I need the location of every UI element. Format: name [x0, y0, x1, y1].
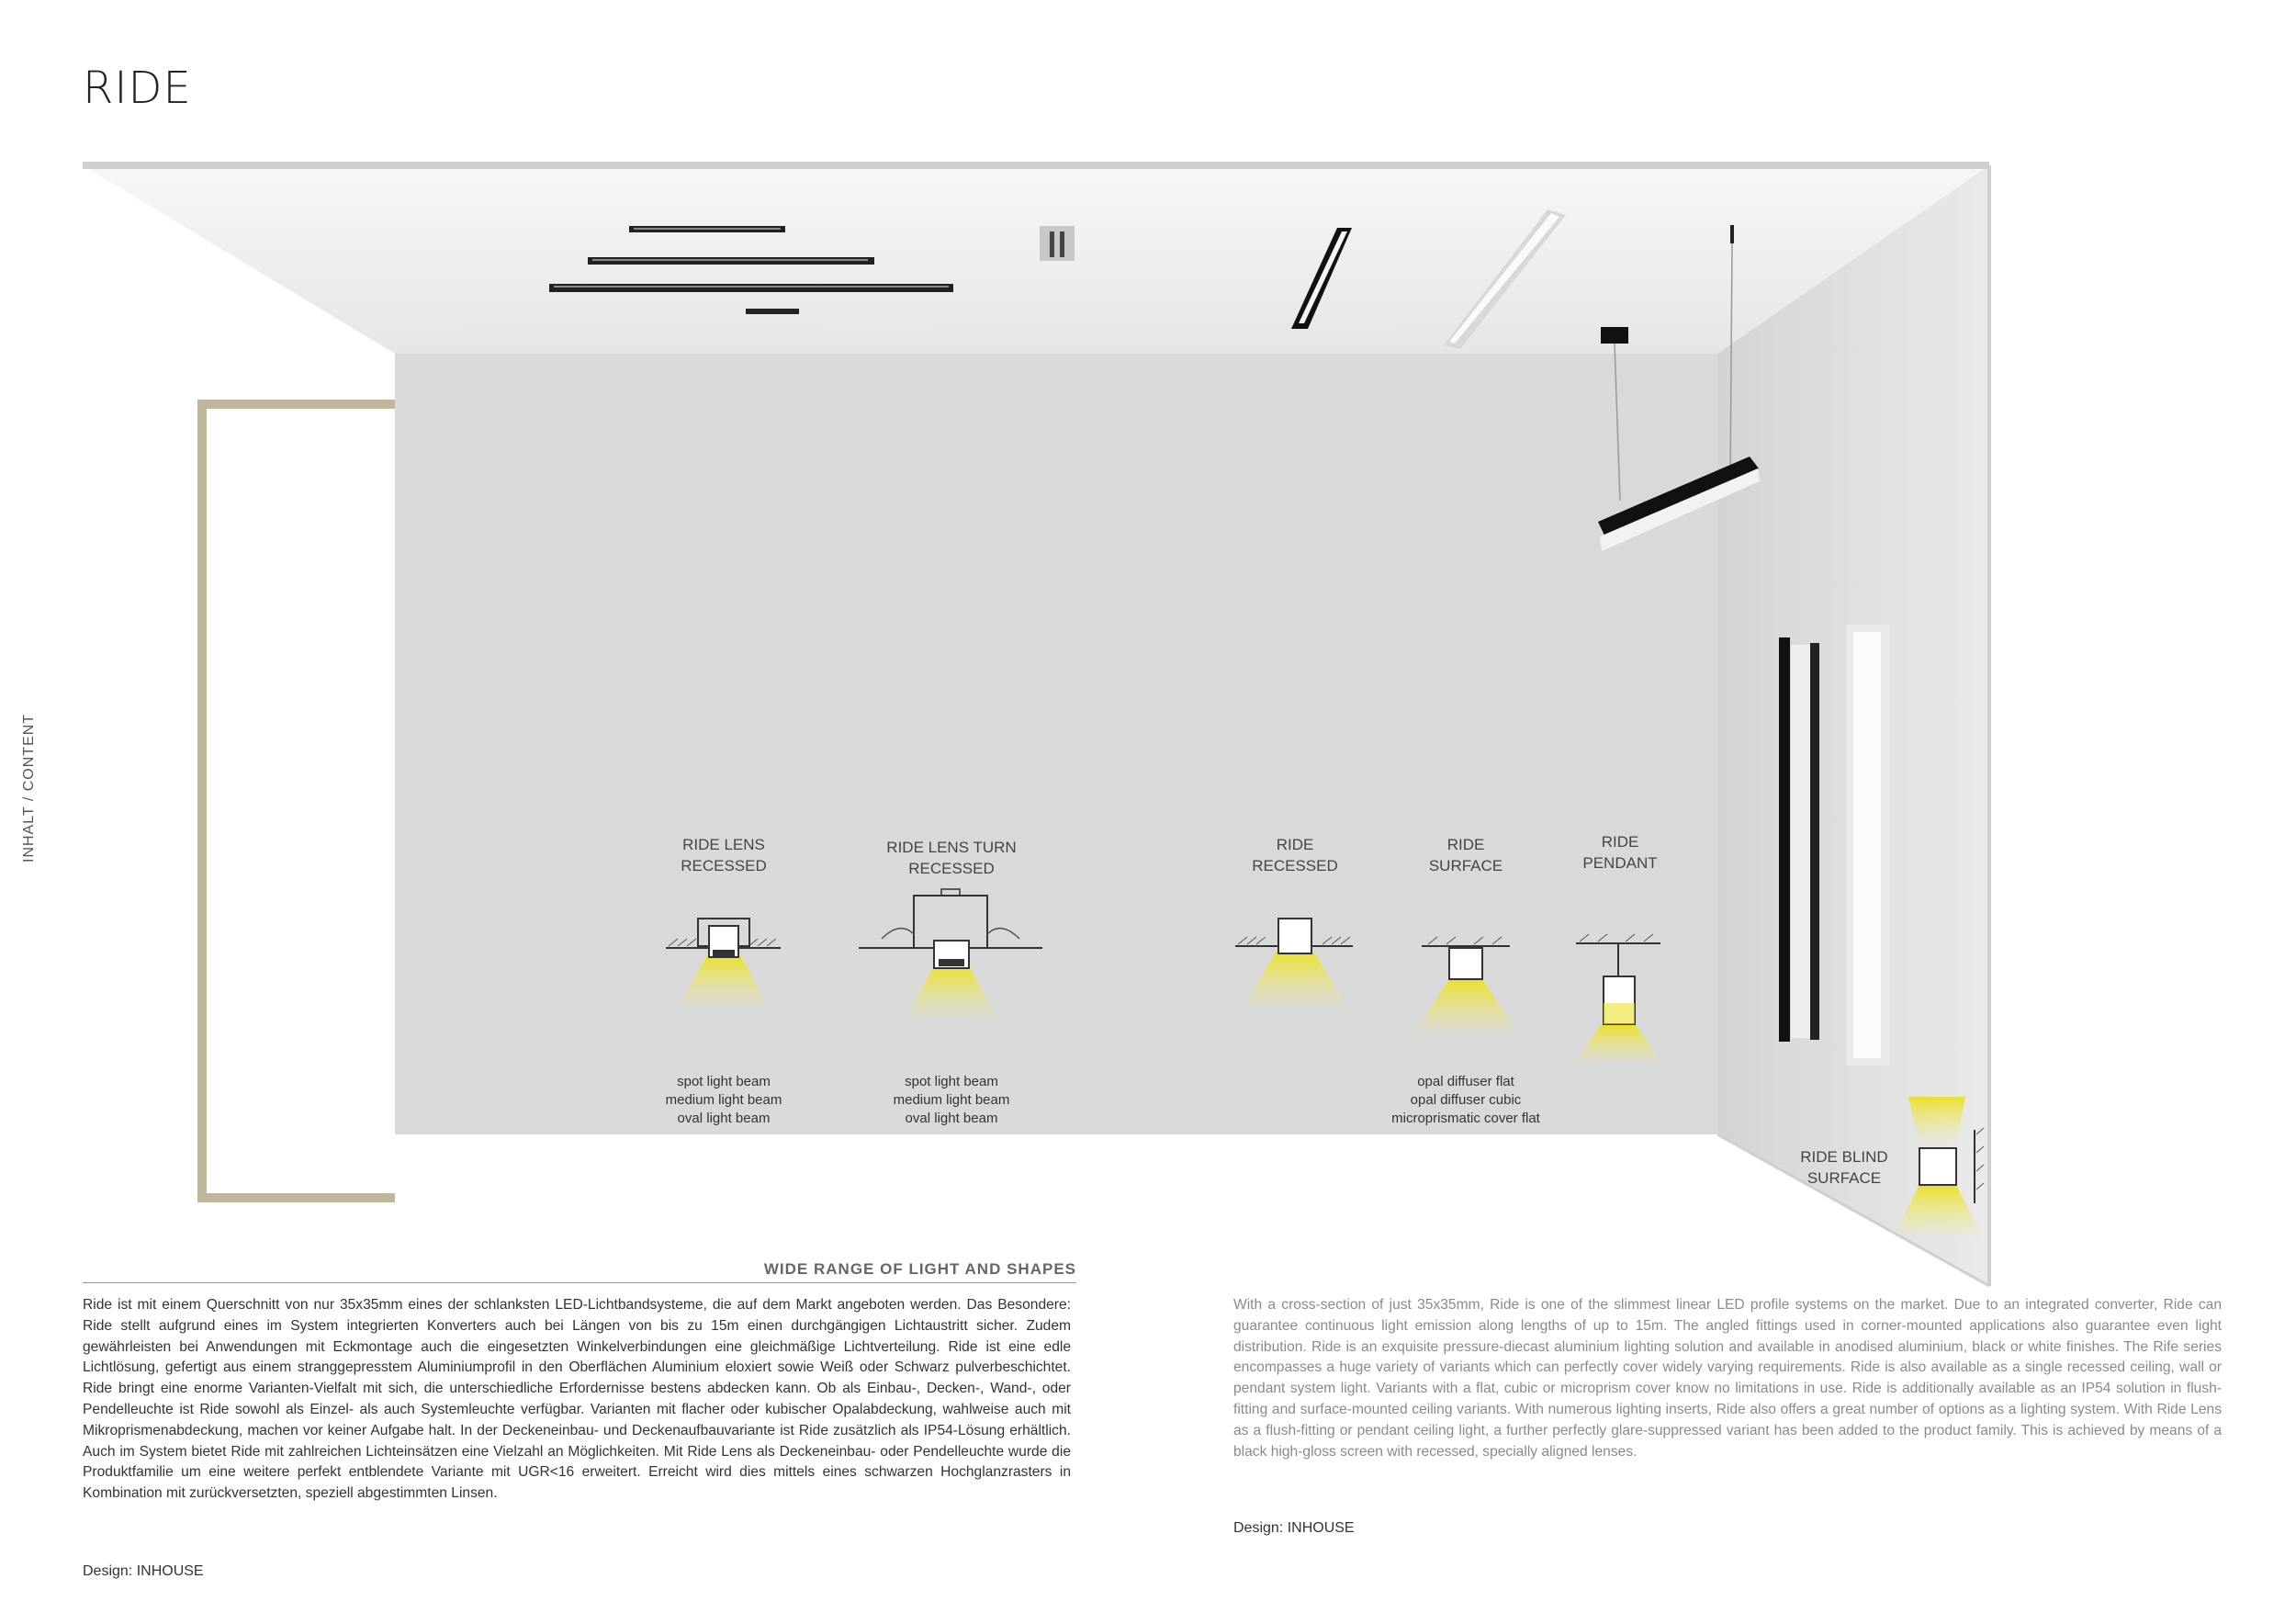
label-line: RECESSED: [1252, 857, 1338, 874]
section-heading: WIDE RANGE OF LIGHT AND SHAPES: [83, 1260, 1076, 1283]
label-ride-pendant: [1528, 831, 1712, 874]
page-title: RIDE: [83, 62, 192, 114]
beam-list-lens-recessed: [623, 1073, 825, 1128]
beam-item: oval light beam: [677, 1111, 771, 1126]
label-ride-blind-surface: [1752, 1146, 1936, 1189]
label-line: SURFACE: [1428, 857, 1503, 874]
beam-item: spot light beam: [677, 1074, 771, 1089]
label-line: RECESSED: [908, 860, 995, 877]
design-credit-english: Design: INHOUSE: [1233, 1520, 1355, 1536]
label-ride-lens-recessed: [632, 834, 816, 876]
beam-item: opal diffuser flat: [1417, 1074, 1514, 1089]
design-credit-german: Design: INHOUSE: [83, 1563, 204, 1579]
label-line: RIDE: [1601, 833, 1639, 851]
back-wall: [395, 354, 1717, 1134]
beam-item: opal diffuser cubic: [1410, 1092, 1522, 1108]
beam-item: microprismatic cover flat: [1391, 1111, 1540, 1126]
beam-item: spot light beam: [905, 1074, 998, 1089]
label-line: RIDE: [1276, 836, 1314, 853]
label-line: RIDE BLIND: [1800, 1148, 1888, 1166]
side-label: INHALT / CONTENT: [21, 713, 37, 863]
label-ride-recessed: [1203, 834, 1387, 876]
beam-item: oval light beam: [905, 1111, 998, 1126]
body-text-german: Ride ist mit einem Querschnitt von nur 35x35mm eines der schlanksten LED-Lichtbandsysteme, die auf dem Markt angeboten werden. Das Besondere: Ride stellt aufgrund eines im System integrierten Konverters auch bei Längen von bis zu 15m einen durchgängigen Lichtaustritt sicher. Zudem gewährleisten bei Anwendungen mit Eckmontage auch die eingesetzten Winkelverbindungen eine gleichmäßige Lichtverteilung. Ride ist eine edle Lichtlösung, gefertigt aus einem stranggepresstem Aluminiumprofil in den Oberflächen Aluminium eloxiert sowie Weiß oder Schwarz pulverbeschichtet. Ride bringt eine enorme Varianten-Vielfalt mit sich, die unterschiedliche Erfordernisse bestens abdecken kann. Ob als Einbau-, Decken-, Wand-, oder Pendelleuchte ist Ride sowohl als Einzel- als auch Systemleuchte verfügbar. Varianten mit flacher oder kubischer Opalabdeckung, wahlweise auch mit Mikroprismenabdeckung, machen vor keiner Aufgabe halt. In der Deckeneinbau- und Deckenaufbauvariante ist Ride zusätzlich als IP54-Lösung erhältlich. Auch im System bietet Ride mit zahlreichen Lichteinsätzen eine Vielzahl an Möglichkeiten. Mit Ride Lens als Deckeneinbau- oder Pendelleuchte wurde die Produktfamilie um eine weitere perfekt entblendete Variante mit UGR<16 erweitert. Erreicht wird dies mittels eines schwarzen Hochglanzrasters in Kombination mit zurückversetzten, speziell abgestimmten Linsen.: [83, 1297, 1071, 1502]
label-line: SURFACE: [1806, 1169, 1882, 1187]
beam-list-shared: [1365, 1073, 1567, 1128]
body-text-english: With a cross-section of just 35x35mm, Ride is one of the slimmest linear LED profile systems on the market. Due to an integrated converter, Ride can guarantee continuous light emission along lengths of up to 15m. The angled fittings used in corner-mounted applications also guarantee even light distribution. Ride is an exquisite pressure-diecast aluminium lighting solution and available in anodised aluminium, black or white finishes. The Rife series encompasses a huge variety of variants which can perfectly cover widely varying requirements. Ride is also available as a single recessed ceiling, wall or pendant system light. Variants with a flat, cubic or microprism cover know no limitations in use. Ride is additionally available as an IP54 solution in flush-fitting and surface-mounted ceiling variants. With numerous lighting inserts, Ride also offers a great number of options as a lighting system. With Ride Lens as a flush-fitting or pendant ceiling light, a further perfectly glare-suppressed variant has been added to the product family. This is achieved by means of a black high-gloss screen with recessed, specially aligned lenses.: [1233, 1297, 2222, 1460]
label-line: RIDE LENS TURN: [886, 839, 1017, 856]
label-line: RIDE LENS: [682, 836, 765, 853]
beam-list-lens-turn-recessed: [850, 1073, 1052, 1128]
beam-item: medium light beam: [893, 1092, 1010, 1108]
label-line: PENDANT: [1582, 854, 1658, 872]
label-ride-lens-turn-recessed: [860, 837, 1043, 879]
label-line: RECESSED: [681, 857, 767, 874]
beam-item: medium light beam: [665, 1092, 782, 1108]
label-line: RIDE: [1446, 836, 1485, 853]
ceiling: [83, 165, 1989, 354]
